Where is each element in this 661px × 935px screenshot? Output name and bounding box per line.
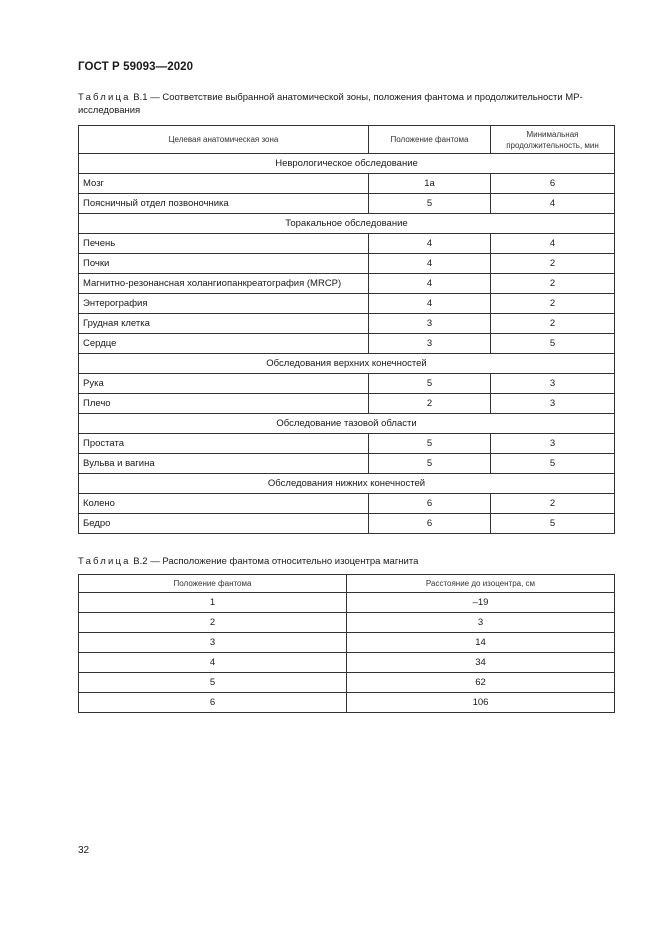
table1-row [79, 434, 615, 454]
table1-section-title: Неврологическое обследование [79, 154, 615, 174]
table1-header-position: Положение фантома [369, 126, 491, 154]
table1-caption [78, 91, 618, 117]
table1-cell-zone: Энтерография [79, 294, 369, 314]
table1-cell-position: 5 [369, 434, 491, 454]
table1-row [79, 274, 615, 294]
table1 [78, 125, 615, 534]
table1-cell-duration: 4 [491, 234, 615, 254]
table1-cell-zone: Колено [79, 494, 369, 514]
table2-cell-distance: 34 [347, 653, 615, 673]
table1-section-title: Обследования нижних конечностей [79, 474, 615, 494]
table1-cell-duration: 2 [491, 314, 615, 334]
table1-cell-position: 6 [369, 514, 491, 534]
table2-row [79, 693, 615, 713]
table1-cell-zone: Сердце [79, 334, 369, 354]
table1-section-row [79, 414, 615, 434]
table1-cell-zone: Бедро [79, 514, 369, 534]
table2-cell-position: 2 [79, 613, 347, 633]
table1-cell-duration: 3 [491, 394, 615, 414]
table1-cell-zone: Почки [79, 254, 369, 274]
table2-row [79, 613, 615, 633]
table2-cell-distance: 106 [347, 693, 615, 713]
table2-row [79, 593, 615, 613]
table1-cell-duration: 4 [491, 194, 615, 214]
table2-cell-distance: 3 [347, 613, 615, 633]
table1-cell-duration: 6 [491, 174, 615, 194]
table1-cell-duration: 3 [491, 374, 615, 394]
table2-caption-text: В.2 — Расположение фантома относительно изоцентра магнита [133, 556, 419, 567]
table1-cell-position: 5 [369, 194, 491, 214]
table1-row [79, 194, 615, 214]
table1-cell-zone: Рука [79, 374, 369, 394]
table2-caption-label: Таблица [78, 556, 131, 567]
table1-body [79, 154, 615, 534]
table1-cell-position: 4 [369, 254, 491, 274]
table1-section-row [79, 354, 615, 374]
table1-cell-zone: Грудная клетка [79, 314, 369, 334]
table1-cell-position: 1а [369, 174, 491, 194]
table1-cell-zone: Магнитно-резонансная холангиопанкреатография (MRCP) [79, 274, 369, 294]
table1-row [79, 494, 615, 514]
table1-section-row [79, 214, 615, 234]
table2-header-distance: Расстояние до изоцентра, см [347, 575, 615, 593]
table1-cell-position: 5 [369, 374, 491, 394]
table1-section-title: Торакальное обследование [79, 214, 615, 234]
table2-cell-position: 6 [79, 693, 347, 713]
table1-row [79, 174, 615, 194]
table1-header-duration: Минимальная продолжительность, мин [491, 126, 615, 154]
table1-cell-zone: Простата [79, 434, 369, 454]
table1-row [79, 454, 615, 474]
table1-section-title: Обследование тазовой области [79, 414, 615, 434]
page-number: 32 [78, 845, 90, 856]
table1-row [79, 514, 615, 534]
table1-cell-zone: Вульва и вагина [79, 454, 369, 474]
table1-row [79, 394, 615, 414]
table1-header-zone: Целевая анатомическая зона [79, 126, 369, 154]
table1-header-row [79, 126, 615, 154]
table1-cell-zone: Мозг [79, 174, 369, 194]
table2-cell-position: 3 [79, 633, 347, 653]
table1-cell-position: 4 [369, 234, 491, 254]
table2-row [79, 673, 615, 693]
table1-cell-zone: Поясничный отдел позвоночника [79, 194, 369, 214]
table1-cell-position: 6 [369, 494, 491, 514]
table1-caption-label: Таблица [78, 92, 131, 103]
table1-row [79, 374, 615, 394]
table1-cell-zone: Плечо [79, 394, 369, 414]
table2-cell-position: 1 [79, 593, 347, 613]
table2-cell-distance: –19 [347, 593, 615, 613]
table2-cell-distance: 62 [347, 673, 615, 693]
table1-row [79, 254, 615, 274]
table1-cell-duration: 2 [491, 294, 615, 314]
table2-cell-distance: 14 [347, 633, 615, 653]
table1-cell-position: 5 [369, 454, 491, 474]
table1-cell-duration: 5 [491, 514, 615, 534]
table1-section-row [79, 154, 615, 174]
table1-row [79, 234, 615, 254]
table2-cell-position: 5 [79, 673, 347, 693]
table2-caption [78, 555, 618, 568]
table1-row [79, 294, 615, 314]
document-header: ГОСТ Р 59093—2020 [78, 61, 194, 73]
table1-cell-zone: Печень [79, 234, 369, 254]
table1-caption-text: В.1 — Соответствие выбранной анатомической зоны, положения фантома и продолжительности МР-исследования [78, 92, 583, 116]
table2-body [79, 593, 615, 713]
table2-header-position: Положение фантома [79, 575, 347, 593]
table1-row [79, 334, 615, 354]
table1-cell-position: 2 [369, 394, 491, 414]
table1-cell-duration: 5 [491, 454, 615, 474]
table1-cell-duration: 3 [491, 434, 615, 454]
table1-row [79, 314, 615, 334]
table1-cell-position: 4 [369, 294, 491, 314]
table1-cell-duration: 5 [491, 334, 615, 354]
table2-cell-position: 4 [79, 653, 347, 673]
table2-header-row [79, 575, 615, 593]
table1-section-row [79, 474, 615, 494]
table1-cell-duration: 2 [491, 494, 615, 514]
table2 [78, 574, 615, 713]
table1-section-title: Обследования верхних конечностей [79, 354, 615, 374]
table1-cell-position: 3 [369, 334, 491, 354]
table1-cell-position: 3 [369, 314, 491, 334]
table2-row [79, 653, 615, 673]
table1-cell-position: 4 [369, 274, 491, 294]
table1-cell-duration: 2 [491, 274, 615, 294]
table1-cell-duration: 2 [491, 254, 615, 274]
table2-row [79, 633, 615, 653]
